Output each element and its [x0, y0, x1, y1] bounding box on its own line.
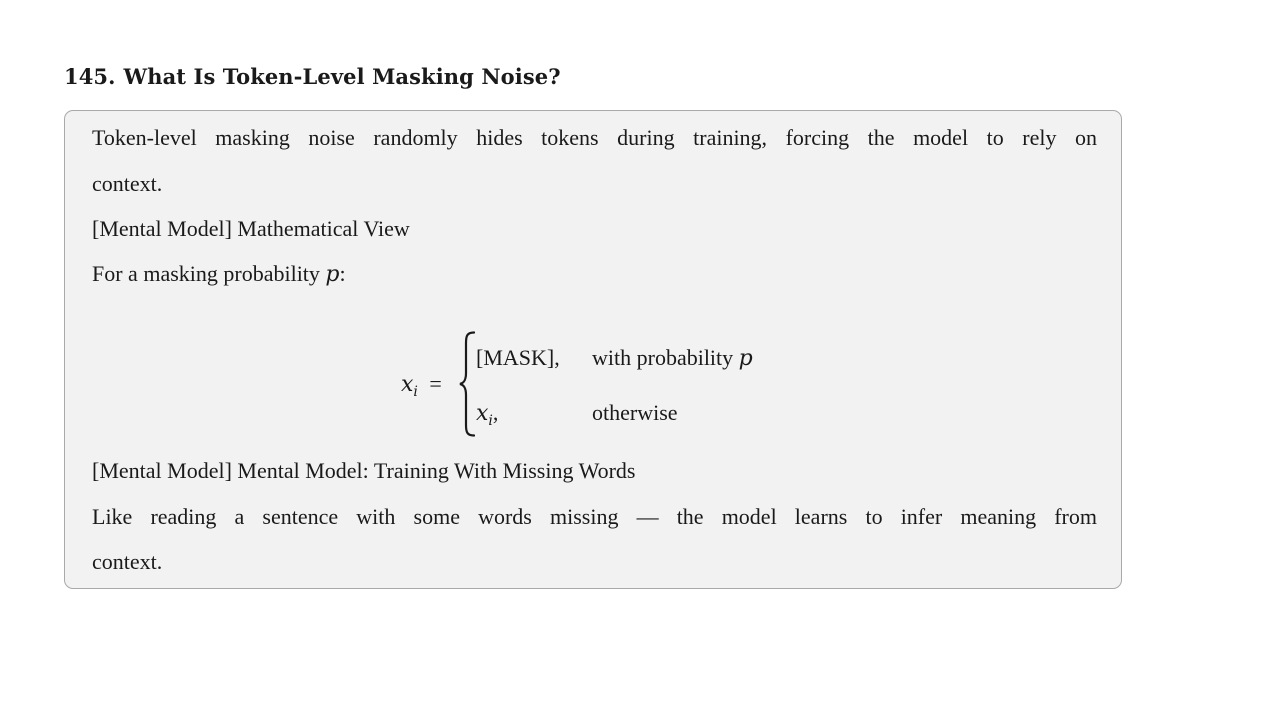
- case1-symbol: p: [738, 346, 753, 371]
- intro-text-line-2: context.: [92, 171, 163, 196]
- lhs-subscript: i: [413, 384, 418, 400]
- intro-text-line-1: Token-level masking noise randomly hides tokens during training, forcing the model to rely on: [92, 125, 1097, 150]
- probability-intro-text: For a masking probability: [92, 261, 320, 286]
- case2-variable: x: [476, 401, 489, 426]
- left-brace-icon: [459, 331, 475, 437]
- equation-lhs: [401, 371, 442, 400]
- section-number: 145.: [64, 64, 116, 89]
- section-title: What Is Token-Level Masking Noise?: [123, 64, 561, 89]
- case2-value: [476, 400, 499, 429]
- analogy-text-line-1: Like reading a sentence with some words missing — the model learns to infer meaning from: [92, 504, 1097, 529]
- case2-subscript: i: [488, 413, 493, 429]
- content-box: [64, 110, 1122, 589]
- masking-equation: [65, 331, 1121, 439]
- probability-symbol: p: [325, 262, 340, 287]
- case2-condition: otherwise: [592, 400, 678, 425]
- case1-condition-text: with probability: [592, 345, 734, 370]
- case1-condition: [592, 345, 753, 371]
- equals-sign: =: [429, 371, 442, 396]
- subsection-title-mental-model: [Mental Model] Mental Model: Training With Missing Words: [92, 458, 636, 483]
- case1-value: [MASK],: [476, 345, 560, 370]
- probability-intro: [92, 262, 346, 287]
- analogy-text-line-2: context.: [92, 549, 163, 574]
- subsection-title-math-view: [Mental Model] Mathematical View: [92, 216, 410, 241]
- section-heading: [64, 64, 561, 89]
- case2-comma: ,: [492, 400, 499, 425]
- probability-colon: :: [339, 261, 346, 286]
- lhs-variable: x: [401, 372, 414, 397]
